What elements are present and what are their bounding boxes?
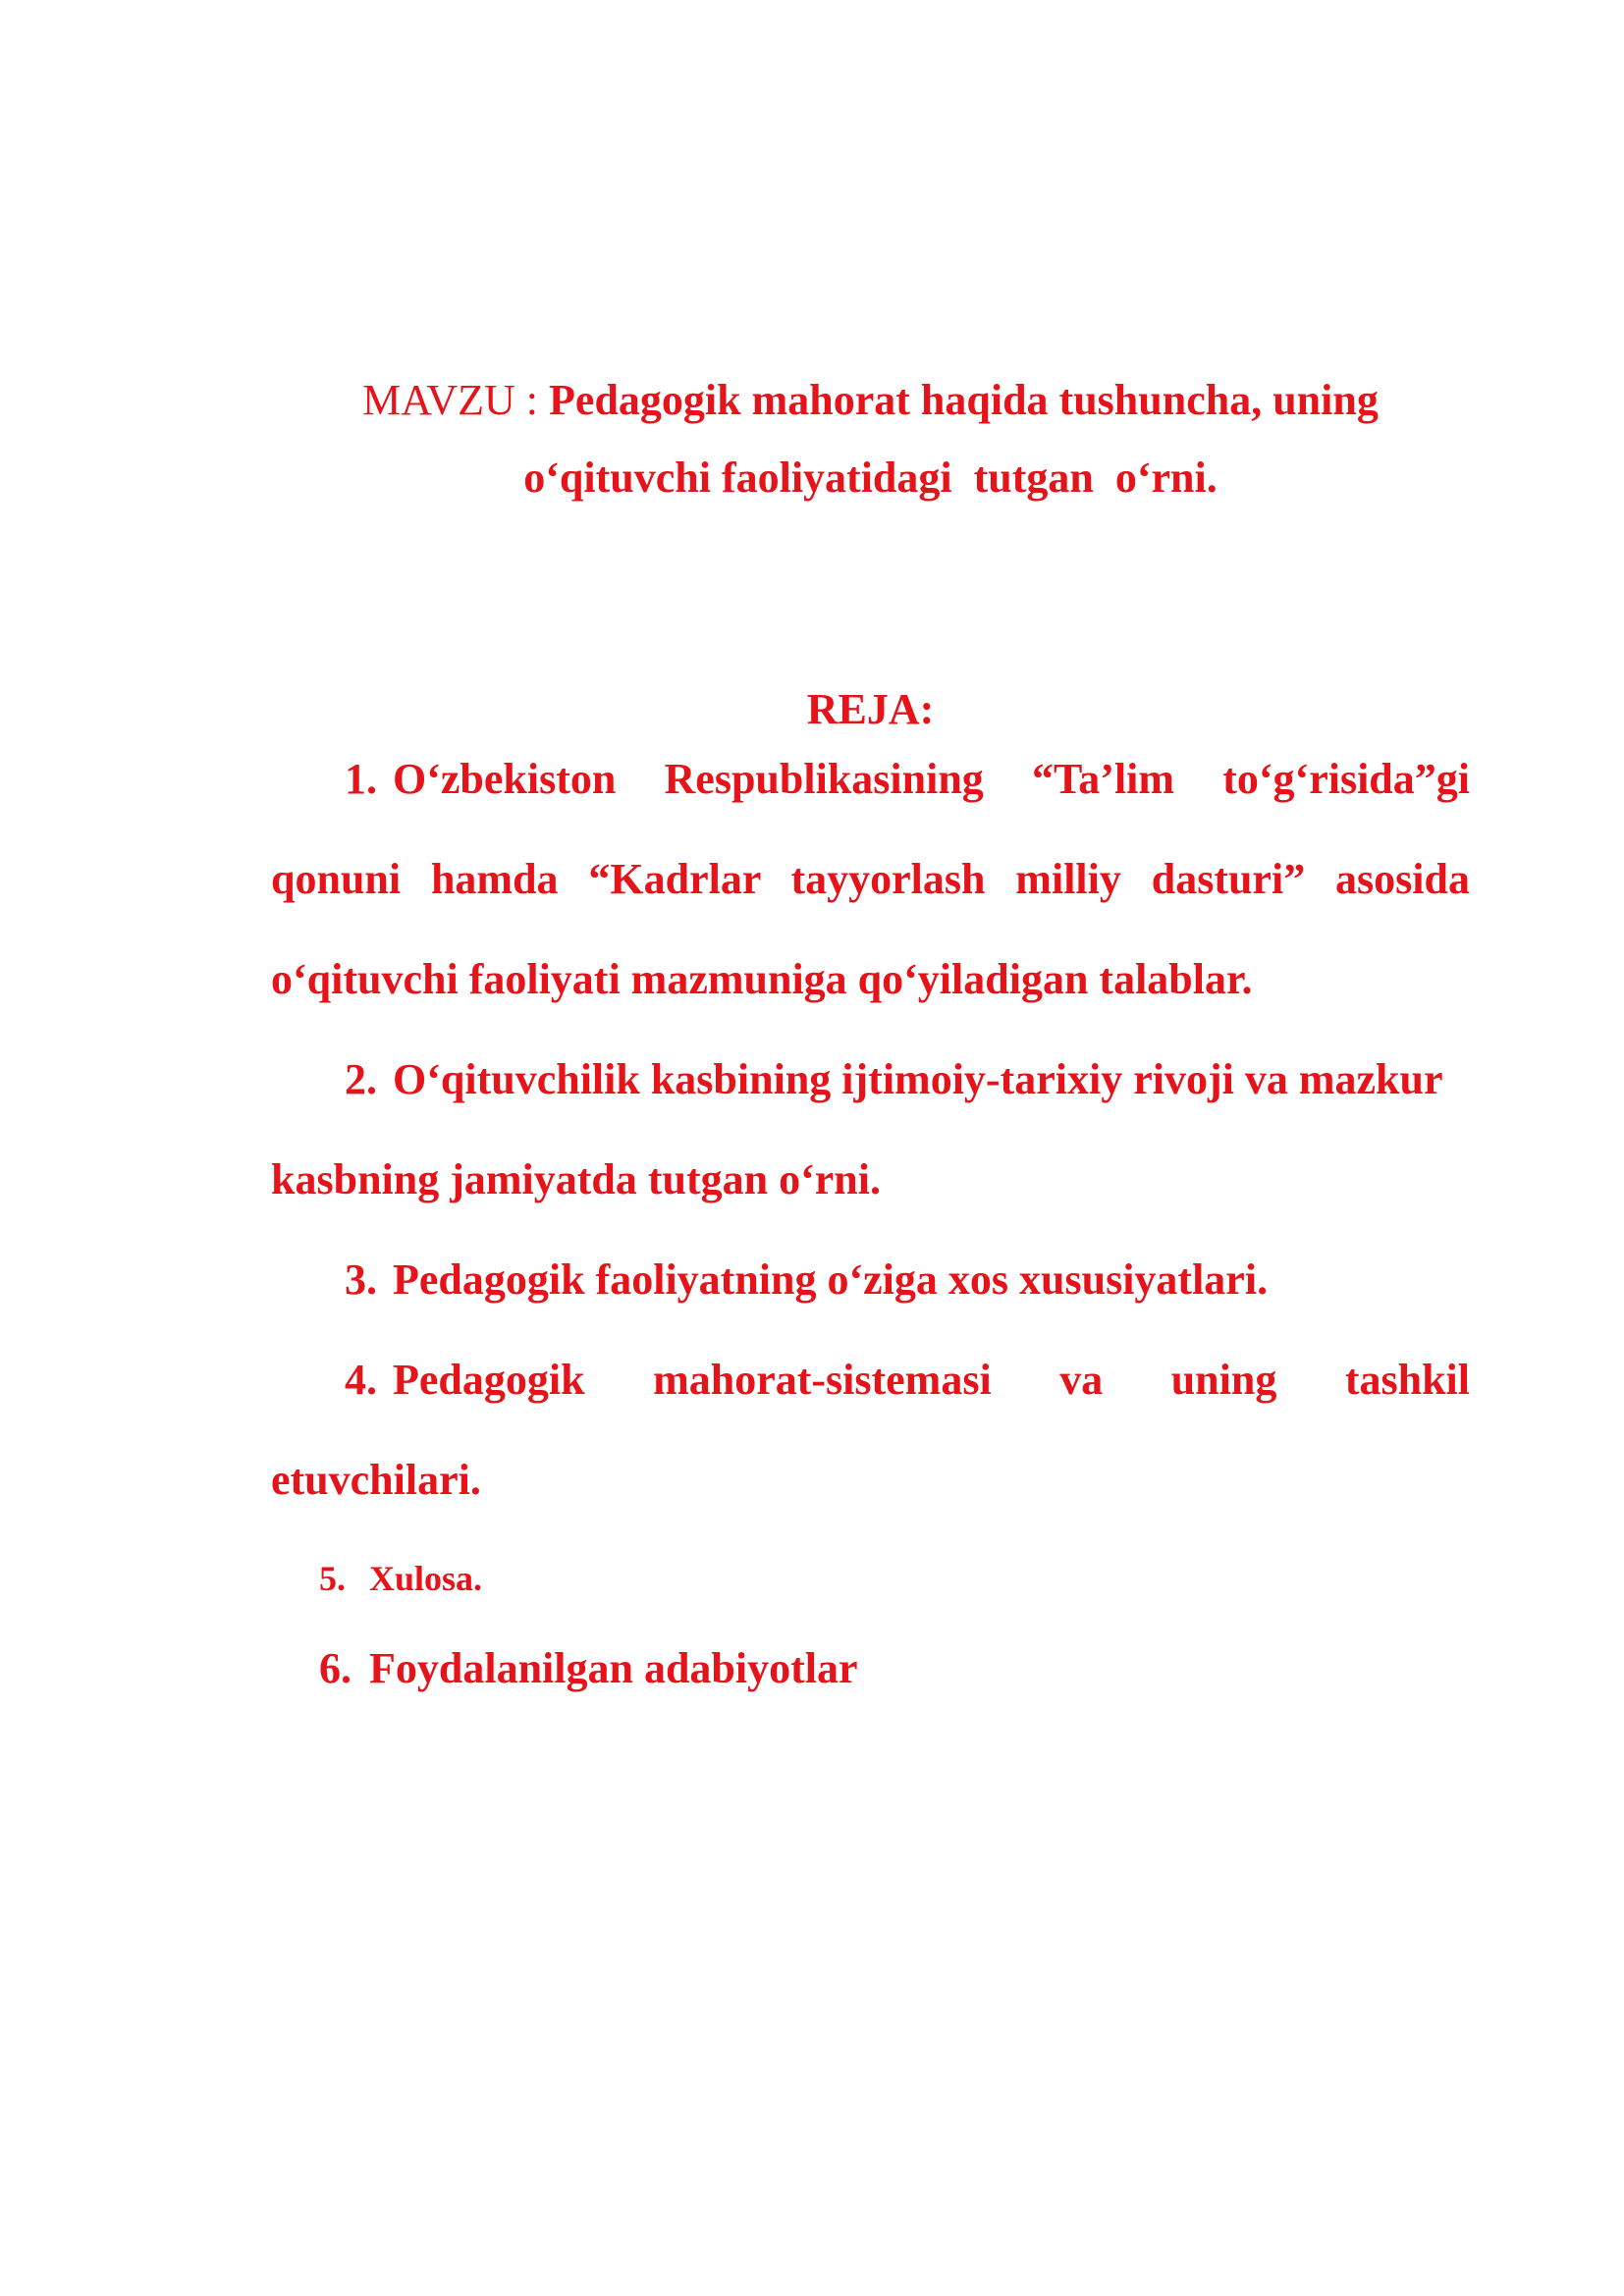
title-text-line-2: o‘qituvchi faoliyatidagi tutgan o‘rni. (523, 454, 1218, 502)
plan-item-4-line-1 (271, 1330, 1470, 1430)
plan-item-number: 5. (319, 1559, 346, 1598)
plan-item-number: 3. (345, 1255, 377, 1304)
plan-item-2-line-2: kasbning jamiyatda tutgan o‘rni. (271, 1155, 882, 1203)
plan-item-5 (319, 1549, 482, 1608)
plan-item-1-line-3: o‘qituvchi faoliyati mazmuniga qo‘yiladigan talablar. (271, 955, 1253, 1003)
plan-heading: REJA: (806, 685, 935, 733)
plan-item-text: Pedagogik faoliyatning o‘ziga xos xususiyatlari. (393, 1255, 1269, 1304)
plan-item-text: O‘zbekiston Respublikasining “Ta’lim to‘g‘risida”gi (393, 755, 1470, 803)
plan-item-4-line-2: etuvchilari. (271, 1456, 481, 1504)
plan-item-2 (271, 1030, 1470, 1230)
plan-item-number: 1. (345, 755, 377, 803)
plan-item-6 (319, 1629, 858, 1708)
title-text-line-1: Pedagogik mahorat haqida tushuncha, uning (549, 376, 1379, 424)
topic-label: MAVZU : (362, 376, 539, 424)
plan-item-3-line-1 (271, 1230, 1470, 1330)
plan-list (271, 729, 1470, 1530)
plan-item-2-line-1 (271, 1030, 1470, 1130)
plan-item-text: O‘qituvchilik kasbining ijtimoiy-tarixiy rivoji va mazkur (393, 1055, 1443, 1103)
plan-item-1-line-1 (271, 729, 1470, 829)
document-title (271, 361, 1470, 516)
plan-item-text: Foydalanilgan adabiyotlar (369, 1644, 858, 1692)
plan-item-number: 4. (345, 1356, 377, 1404)
plan-item-text: Pedagogik mahorat-sistemasi va uning tashkil (393, 1356, 1470, 1404)
plan-item-number: 2. (345, 1055, 377, 1103)
plan-item-number: 6. (319, 1644, 352, 1692)
plan-item-1 (271, 729, 1470, 1030)
title-line-1 (271, 361, 1470, 439)
plan-item-1-line-2: qonuni hamda “Kadrlar tayyorlash milliy dasturi” asosida (271, 855, 1470, 903)
plan-item-text: Xulosa. (369, 1559, 483, 1598)
plan-item-4 (271, 1330, 1470, 1530)
plan-item-3 (271, 1230, 1470, 1330)
